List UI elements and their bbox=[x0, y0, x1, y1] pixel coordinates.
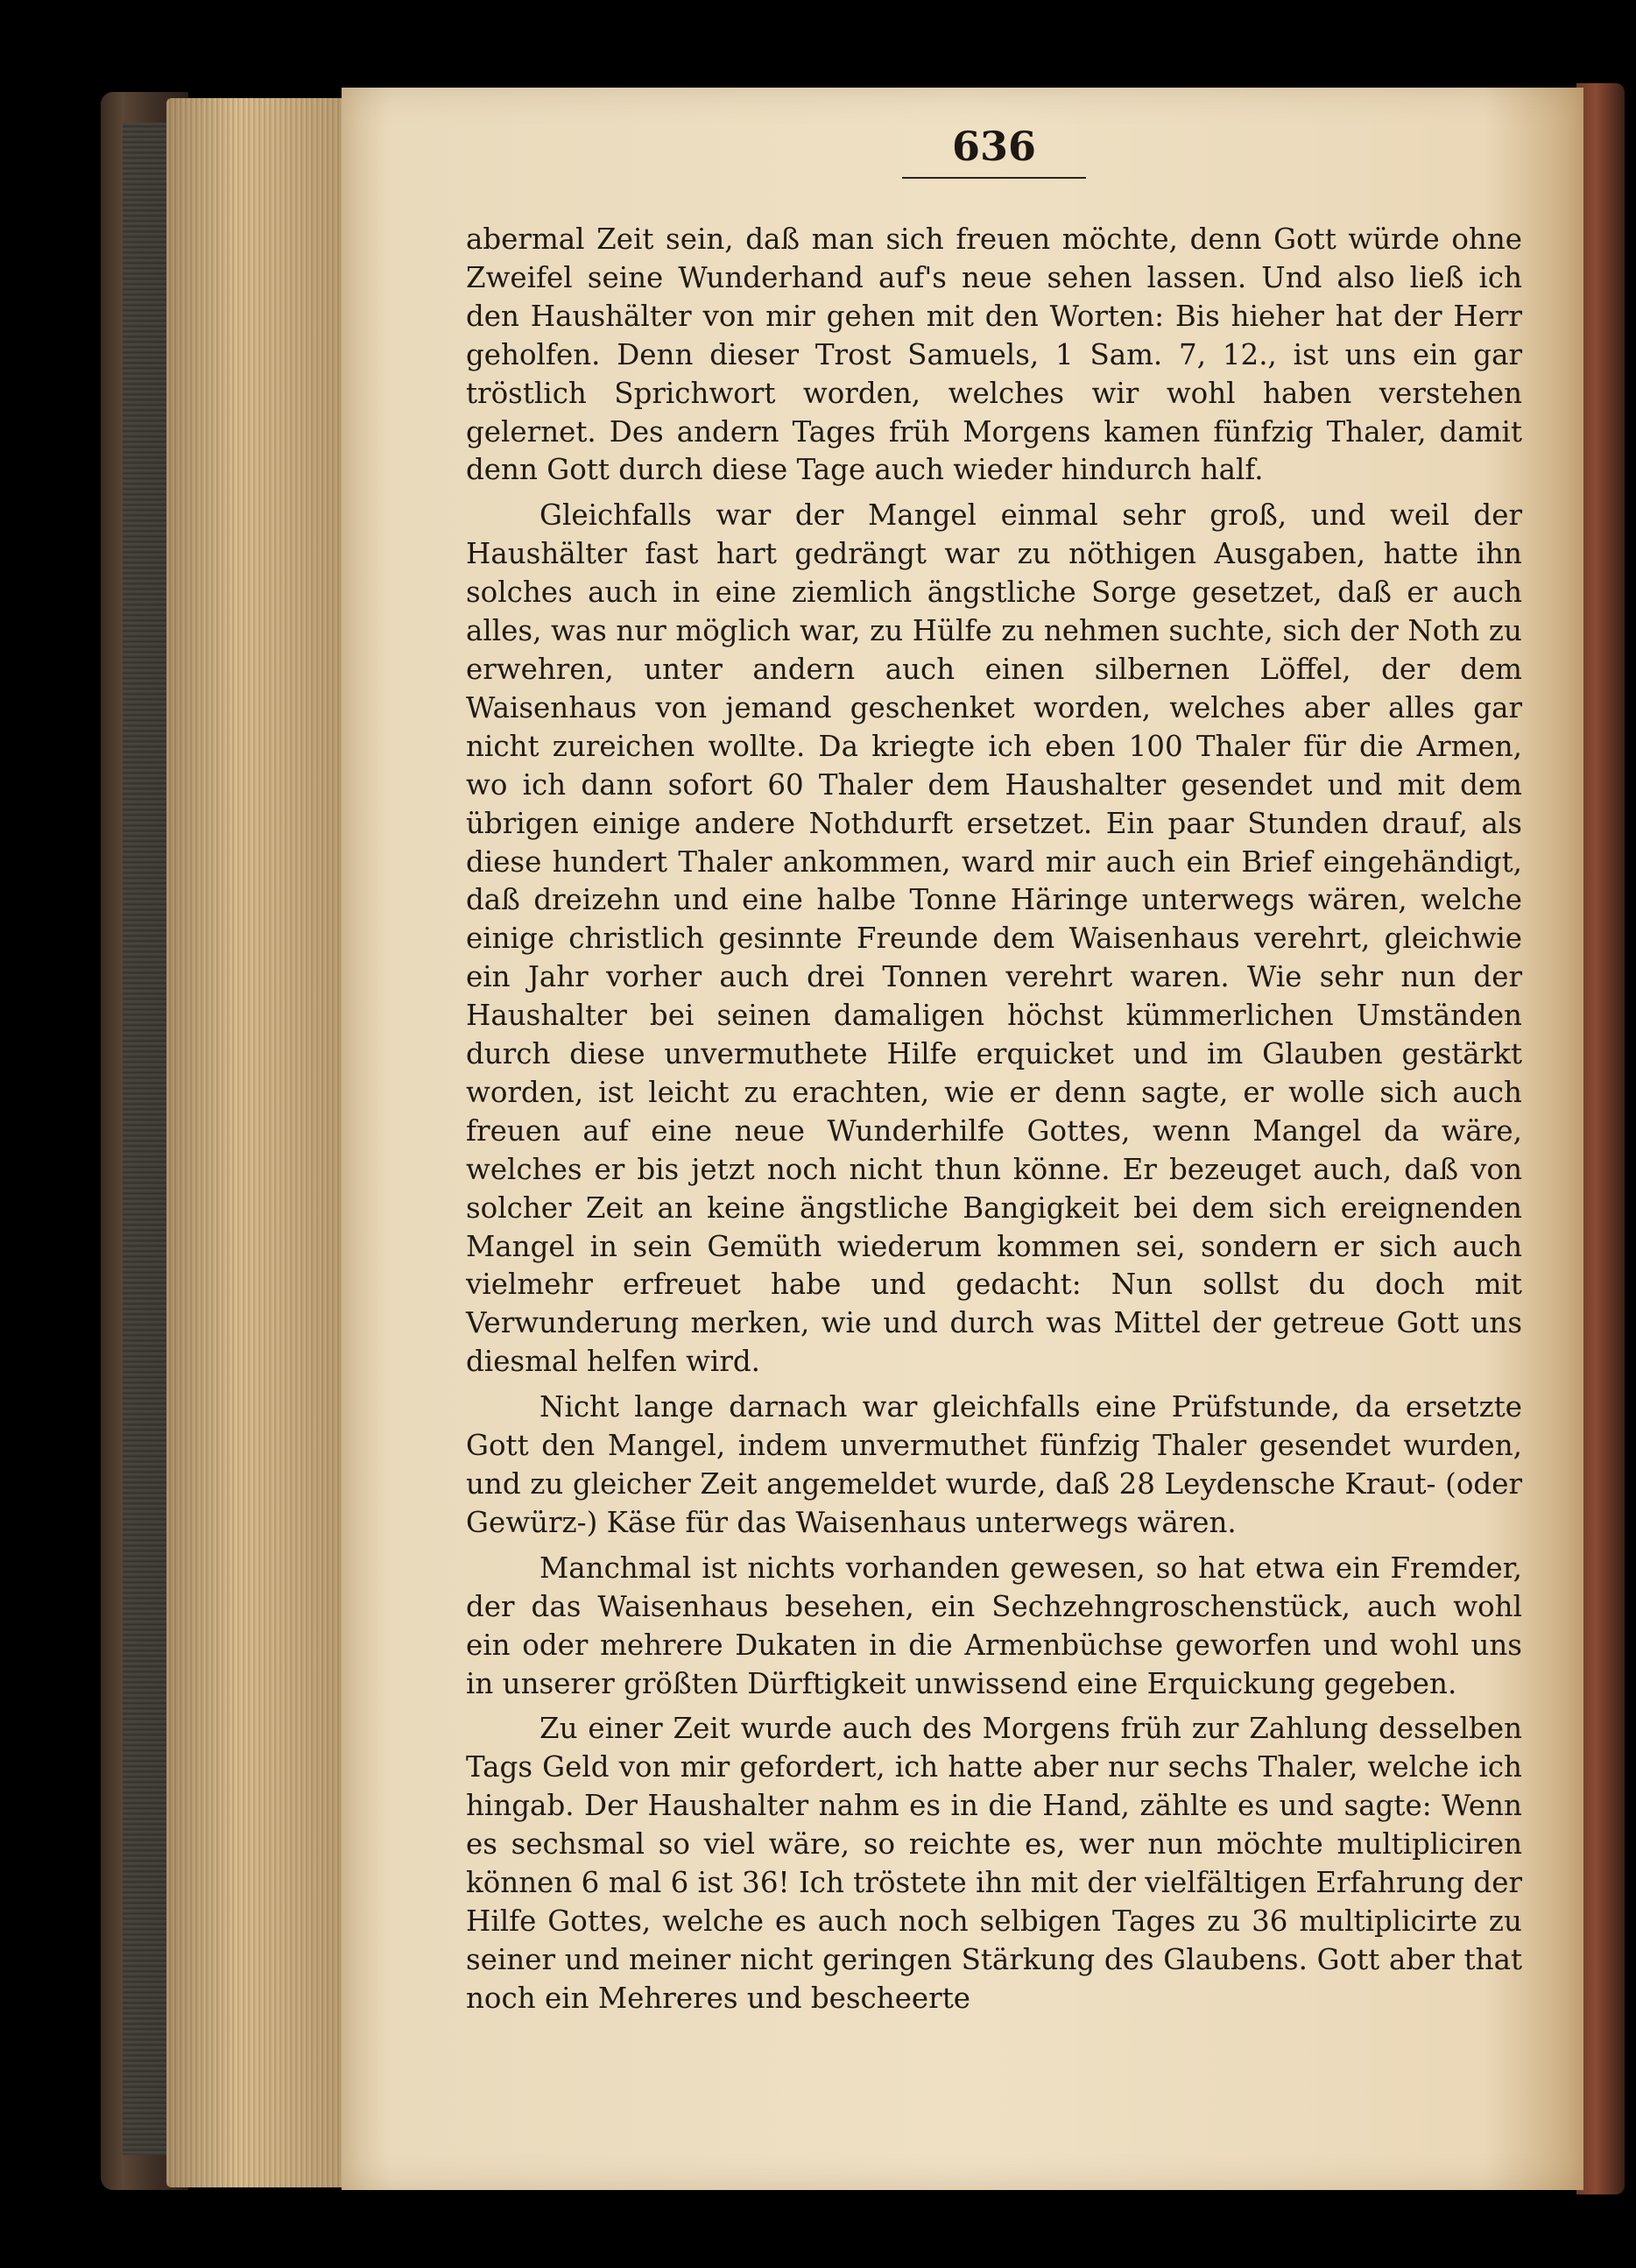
paragraph-2: Gleichfalls war der Mangel einmal sehr groß, und weil der Haushälter fast hart gedrängt war zu nöthigen Ausgaben, hatte ihn solches auch in eine ziemlich ängstliche Sorge gesetzet, daß er auch alles, was nur möglich war, zu Hülfe zu nehmen suchte, sich der Noth zu erwehren, unter andern auch einen silbernen Löffel, der dem Waisenhaus von jemand geschenket worden, welches aber alles gar nicht zureichen wollte. Da kriegte ich eben 100 Thaler für die Armen, wo ich dann sofort 60 Thaler dem Haushalter gesendet und mit dem übrigen einige andere Nothdurft ersetzet. Ein paar Stunden drauf, als diese hundert Thaler ankommen, ward mir auch ein Brief eingehändigt, daß dreizehn und eine halbe Tonne Häringe unterwegs wären, welche einige christlich gesinnte Freunde dem Waisenhaus verehrt, gleichwie ein Jahr vorher auch drei Tonnen verehrt waren. Wie sehr nun der Haushalter bei seinen damaligen höchst kümmerlichen Umständen durch diese unvermuthete Hilfe erquicket und im Glauben gestärkt worden, ist leicht zu erachten, wie er denn sagte, er wolle sich auch freuen auf eine neue Wunderhilfe Gottes, wenn Mangel da wäre, welches er bis jetzt noch nicht thun könne. Er bezeuget auch, daß von solcher Zeit an keine ängstliche Bangigkeit bei dem sich ereignenden Mangel in sein Gemüth wiederum kommen sei, sondern er sich auch vielmehr erfreuet habe und gedacht: Nun sollst du doch mit Verwunderung merken, wie und durch was Mittel der getreue Gott uns diesmal helfen wird. bbox=[466, 498, 1522, 1379]
page-number-rule bbox=[902, 177, 1086, 179]
page-body-text bbox=[466, 221, 1522, 2018]
paragraph-4: Manchmal ist nichts vorhanden gewesen, so hat etwa ein Fremder, der das Waisenhaus besehen, ein Sechzehngroschenstück, auch wohl ein oder mehrere Dukaten in die Armenbüchse geworfen und wohl uns in unserer größten Dürftigkeit unwissend eine Erquickung gegeben. bbox=[466, 1551, 1522, 1700]
page-block-shading bbox=[166, 98, 346, 2187]
paragraph-1: abermal Zeit sein, daß man sich freuen möchte, denn Gott würde ohne Zweifel seine Wunderhand auf's neue sehen lassen. Und also ließ ich den Haushälter von mir gehen mit den Worten: Bis hieher hat der Herr geholfen. Denn dieser Trost Samuels, 1 Sam. 7, 12., ist uns ein gar tröstlich Sprichwort worden, welches wir wohl haben verstehen gelernet. Des andern Tages früh Morgens kamen fünfzig Thaler, damit denn Gott durch diese Tage auch wieder hindurch half. bbox=[466, 223, 1522, 487]
book-spine-texture bbox=[123, 123, 171, 2155]
paragraph-3: Nicht lange darnach war gleichfalls eine Prüfstunde, da ersetzte Gott den Mangel, indem unvermuthet fünfzig Thaler gesendet wurden, und zu gleicher Zeit angemeldet wurde, daß 28 Leydensche Kraut- (oder Gewürz-) Käse für das Waisenhaus unterwegs wären. bbox=[466, 1390, 1522, 1539]
book-cover-right bbox=[1576, 83, 1625, 2194]
page-number: 636 bbox=[951, 123, 1037, 170]
paragraph-5: Zu einer Zeit wurde auch des Morgens früh zur Zahlung desselben Tags Geld von mir gefordert, ich hatte aber nur sechs Thaler, welche ich hingab. Der Haushalter nahm es in die Hand, zählte es und sagte: Wenn es sechsmal so viel wäre, so reichte es, wer nun möchte multipliciren können 6 mal 6 ist 36! Ich tröstete ihn mit der vielfältigen Erfahrung der Hilfe Gottes, welche es auch noch selbigen Tages zu 36 multiplicirte zu seiner und meiner nicht geringen Stärkung des Glaubens. Gott aber that noch ein Mehreres und bescheerte bbox=[466, 1712, 1522, 2015]
